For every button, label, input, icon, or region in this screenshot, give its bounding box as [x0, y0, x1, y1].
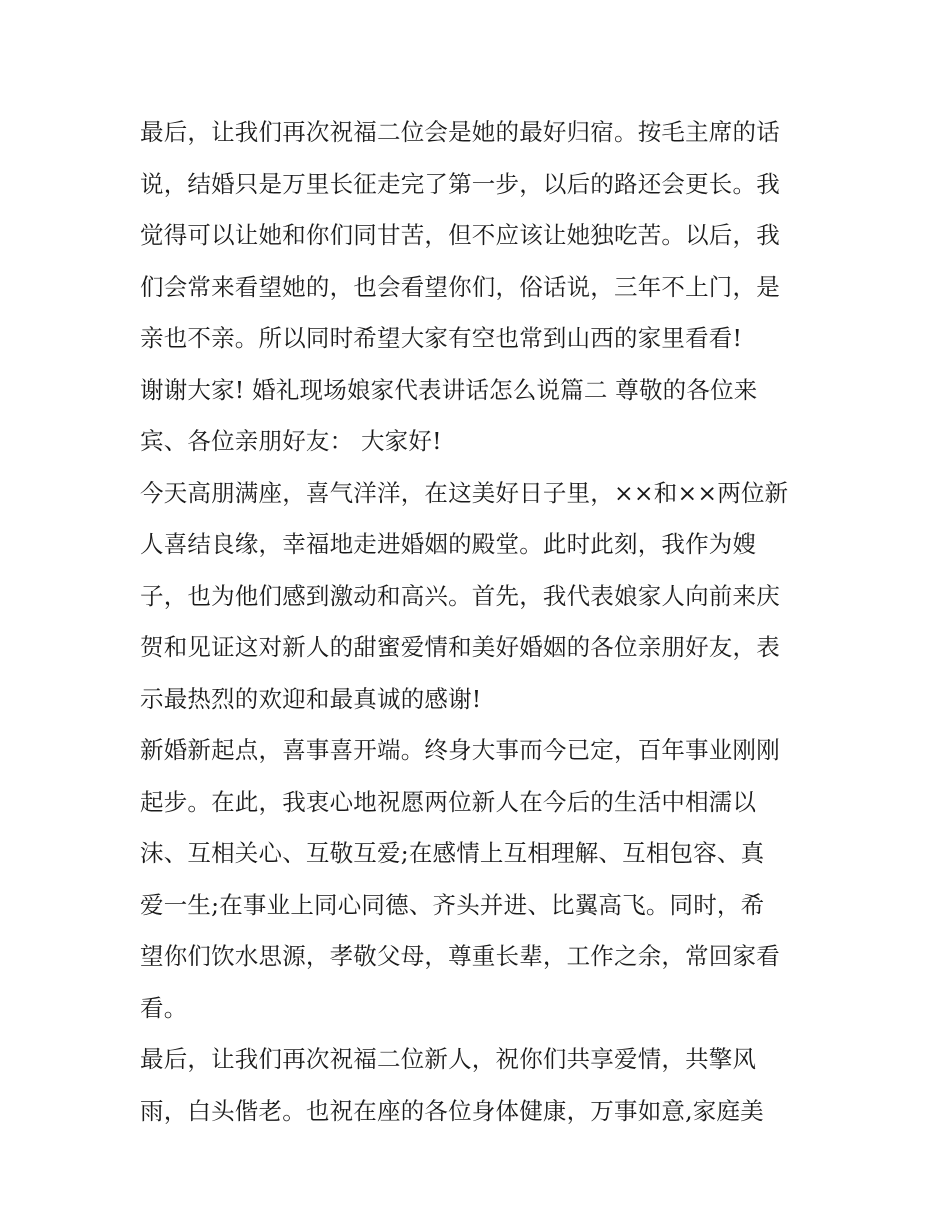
text-line: 示最热烈的欢迎和最真诚的感谢! [140, 684, 482, 713]
text-line: 人喜结良缘，幸福地走进婚姻的殿堂。此时此刻，我作为嫂 [140, 530, 757, 558]
text-line: 们会常来看望她的，也会看望你们，俗话说，三年不上门，是 [140, 272, 780, 301]
text-line: 说，结婚只是万里长征走完了第一步，以后的路还会更长。我 [140, 169, 780, 198]
text-line: 亲也不亲。所以同时希望大家有空也常到山西的家里看看! [140, 324, 743, 352]
text-line: 看。 [140, 993, 188, 1022]
text-line: 最后，让我们再次祝福二位会是她的最好归宿。按毛主席的话 [140, 118, 780, 146]
document-body [140, 107, 818, 1137]
text-line: 望你们饮水思源，孝敬父母，尊重长辈，工作之余，常回家看 [140, 942, 780, 970]
text-line: 起步。在此，我衷心地祝愿两位新人在今后的生活中相濡以 [140, 787, 757, 816]
text-line: 最后，让我们再次祝福二位新人，祝你们共享爱情，共擎风 [140, 1045, 757, 1073]
text-line: 沫、互相关心、互敬互爱;在感情上互相理解、互相包容、真 [140, 839, 765, 867]
text-line: 子，也为他们感到激动和高兴。首先，我代表娘家人向前来庆 [140, 581, 780, 610]
text-line: 觉得可以让她和你们同甘苦，但不应该让她独吃苦。以后，我 [140, 221, 780, 249]
text-line: 今天高朋满座，喜气洋洋，在这美好日子里，××和××两位新 [140, 478, 789, 507]
text-line: 贺和见证这对新人的甜蜜爱情和美好婚姻的各位亲朋好友，表 [140, 633, 780, 661]
text-line: 爱一生;在事业上同心同德、齐头并进、比翼高飞。同时，希 [140, 890, 765, 919]
text-line: 谢谢大家! 婚礼现场娘家代表讲话怎么说篇二 尊敬的各位来 [140, 375, 758, 404]
text-line: 新婚新起点，喜事喜开端。终身大事而今已定，百年事业刚刚 [140, 736, 780, 764]
text-line: 雨，白头偕老。也祝在座的各位身体健康，万事如意,家庭美 [140, 1096, 764, 1125]
text-line: 宾、各位亲朋好友： 大家好! [140, 427, 442, 455]
